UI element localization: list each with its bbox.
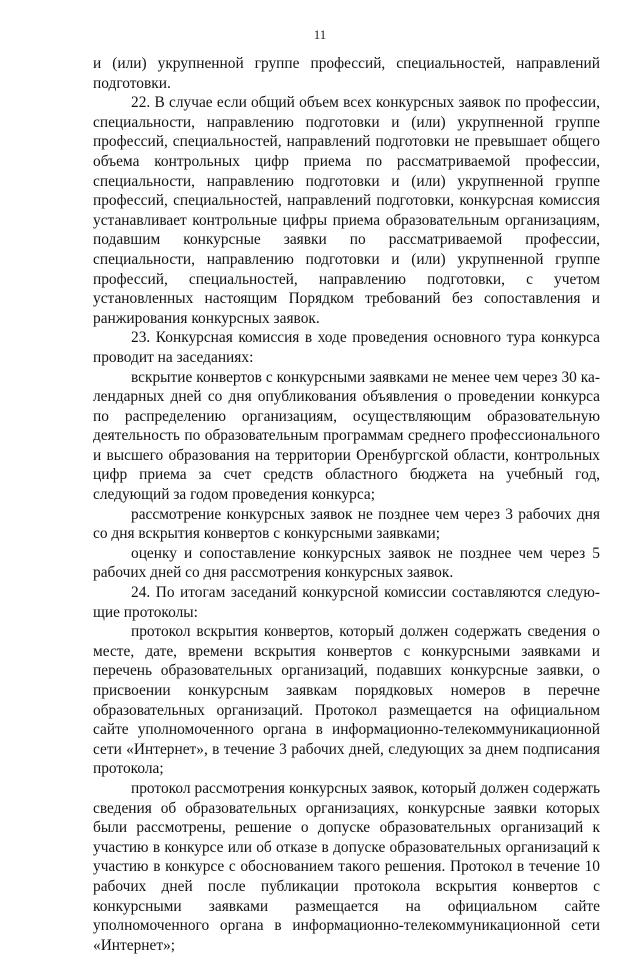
document-body xyxy=(93,54,600,955)
page-number: 11 xyxy=(313,27,327,42)
paragraph-23-evaluation: оценку и сопоставление конкурсных заявок не позднее чем через 5 рабочих дней со дня рассмотрения конкурсных заявок. xyxy=(93,544,600,582)
paragraph-22: 22. В случае если общий объем всех конкурсных заявок по профессии, специальности, направлению подготовки и (или) укрупненной группе профессий, специальностей, направлений подготовки не превышает общего объема контрольных цифр приема по рассматриваемой профессии, специальности, направлению подготовки и (или) укрупненной группе профессий, специальностей, направлений подготовки, конкурсная комиссия устанавливает контрольные цифры приема образовательным организациям, подавшим конкурсные заявки по рассматриваемой профессии, специальности, направлению подготовки и (или) укрупненной группе профессий, специальностей, направлению подготовки, с учетом установленных настоящим Порядком требований без сопоставления и ранжирования конкурсных заявок. xyxy=(93,94,600,327)
paragraph-24-review-protocol: протокол рассмотрения конкурсных заявок, который должен содержать сведения об образовательных организациях, конкурсные заявки которых были рассмотрены, решение о допуске образовательных организаций к участию в конкурсе или об отказе в допуске образовательных организаций к участию в конкурсе с обоснованием такого решения. Протокол в течение 10 рабочих дней после публикации протокола вскрытия конвертов с конкурсными заявками размещается на официальном сайте уполномоченного органа в информационно-телекоммуникационной сети «Интернет»; xyxy=(93,779,600,954)
paragraph-continuation: и (или) укрупненной группе профессий, специальностей, направлений подготовки. xyxy=(93,55,600,92)
paragraph-23: 23. Конкурсная комиссия в ходе проведения основного тура конкурса проводит на заседаниях: xyxy=(93,329,600,366)
paragraph-24-opening-protocol: протокол вскрытия конвертов, который должен содержать сведения о месте, дате, времени вскрытия конвертов с конкурсными заявками и перечень образовательных организаций, подавших конкурсные заявки, о присвоении конкурсным заявкам порядковых номеров в перечне образовательных организаций. Протокол размещается на официальном сайте уполномоченного органа в информационно-телекоммуникационной сети «Интернет», в течение 3 рабочих дней, следующих за днем подписания протокола; xyxy=(93,623,600,778)
paragraph-23-review: рассмотрение конкурсных заявок не позднее чем через 3 рабочих дня со дня вскрытия конвертов с конкурсными заявками; xyxy=(93,505,600,543)
paragraph-23-opening: вскрытие конвертов с конкурсными заявками не менее чем через 30 календарных дней со дня опубликования объявления о проведении конкурса по распределению организациям, осуществляющим образовательную деятельность по образовательным программам среднего профессионального и высшего образования на территории Оренбургской области, контрольных цифр приема за счет средств областного бюджета на учебный год, следующий за годом проведения конкурса; xyxy=(93,368,600,504)
paragraph-24: 24. По итогам заседаний конкурсной комиссии составляются следующие протоколы: xyxy=(93,584,600,621)
